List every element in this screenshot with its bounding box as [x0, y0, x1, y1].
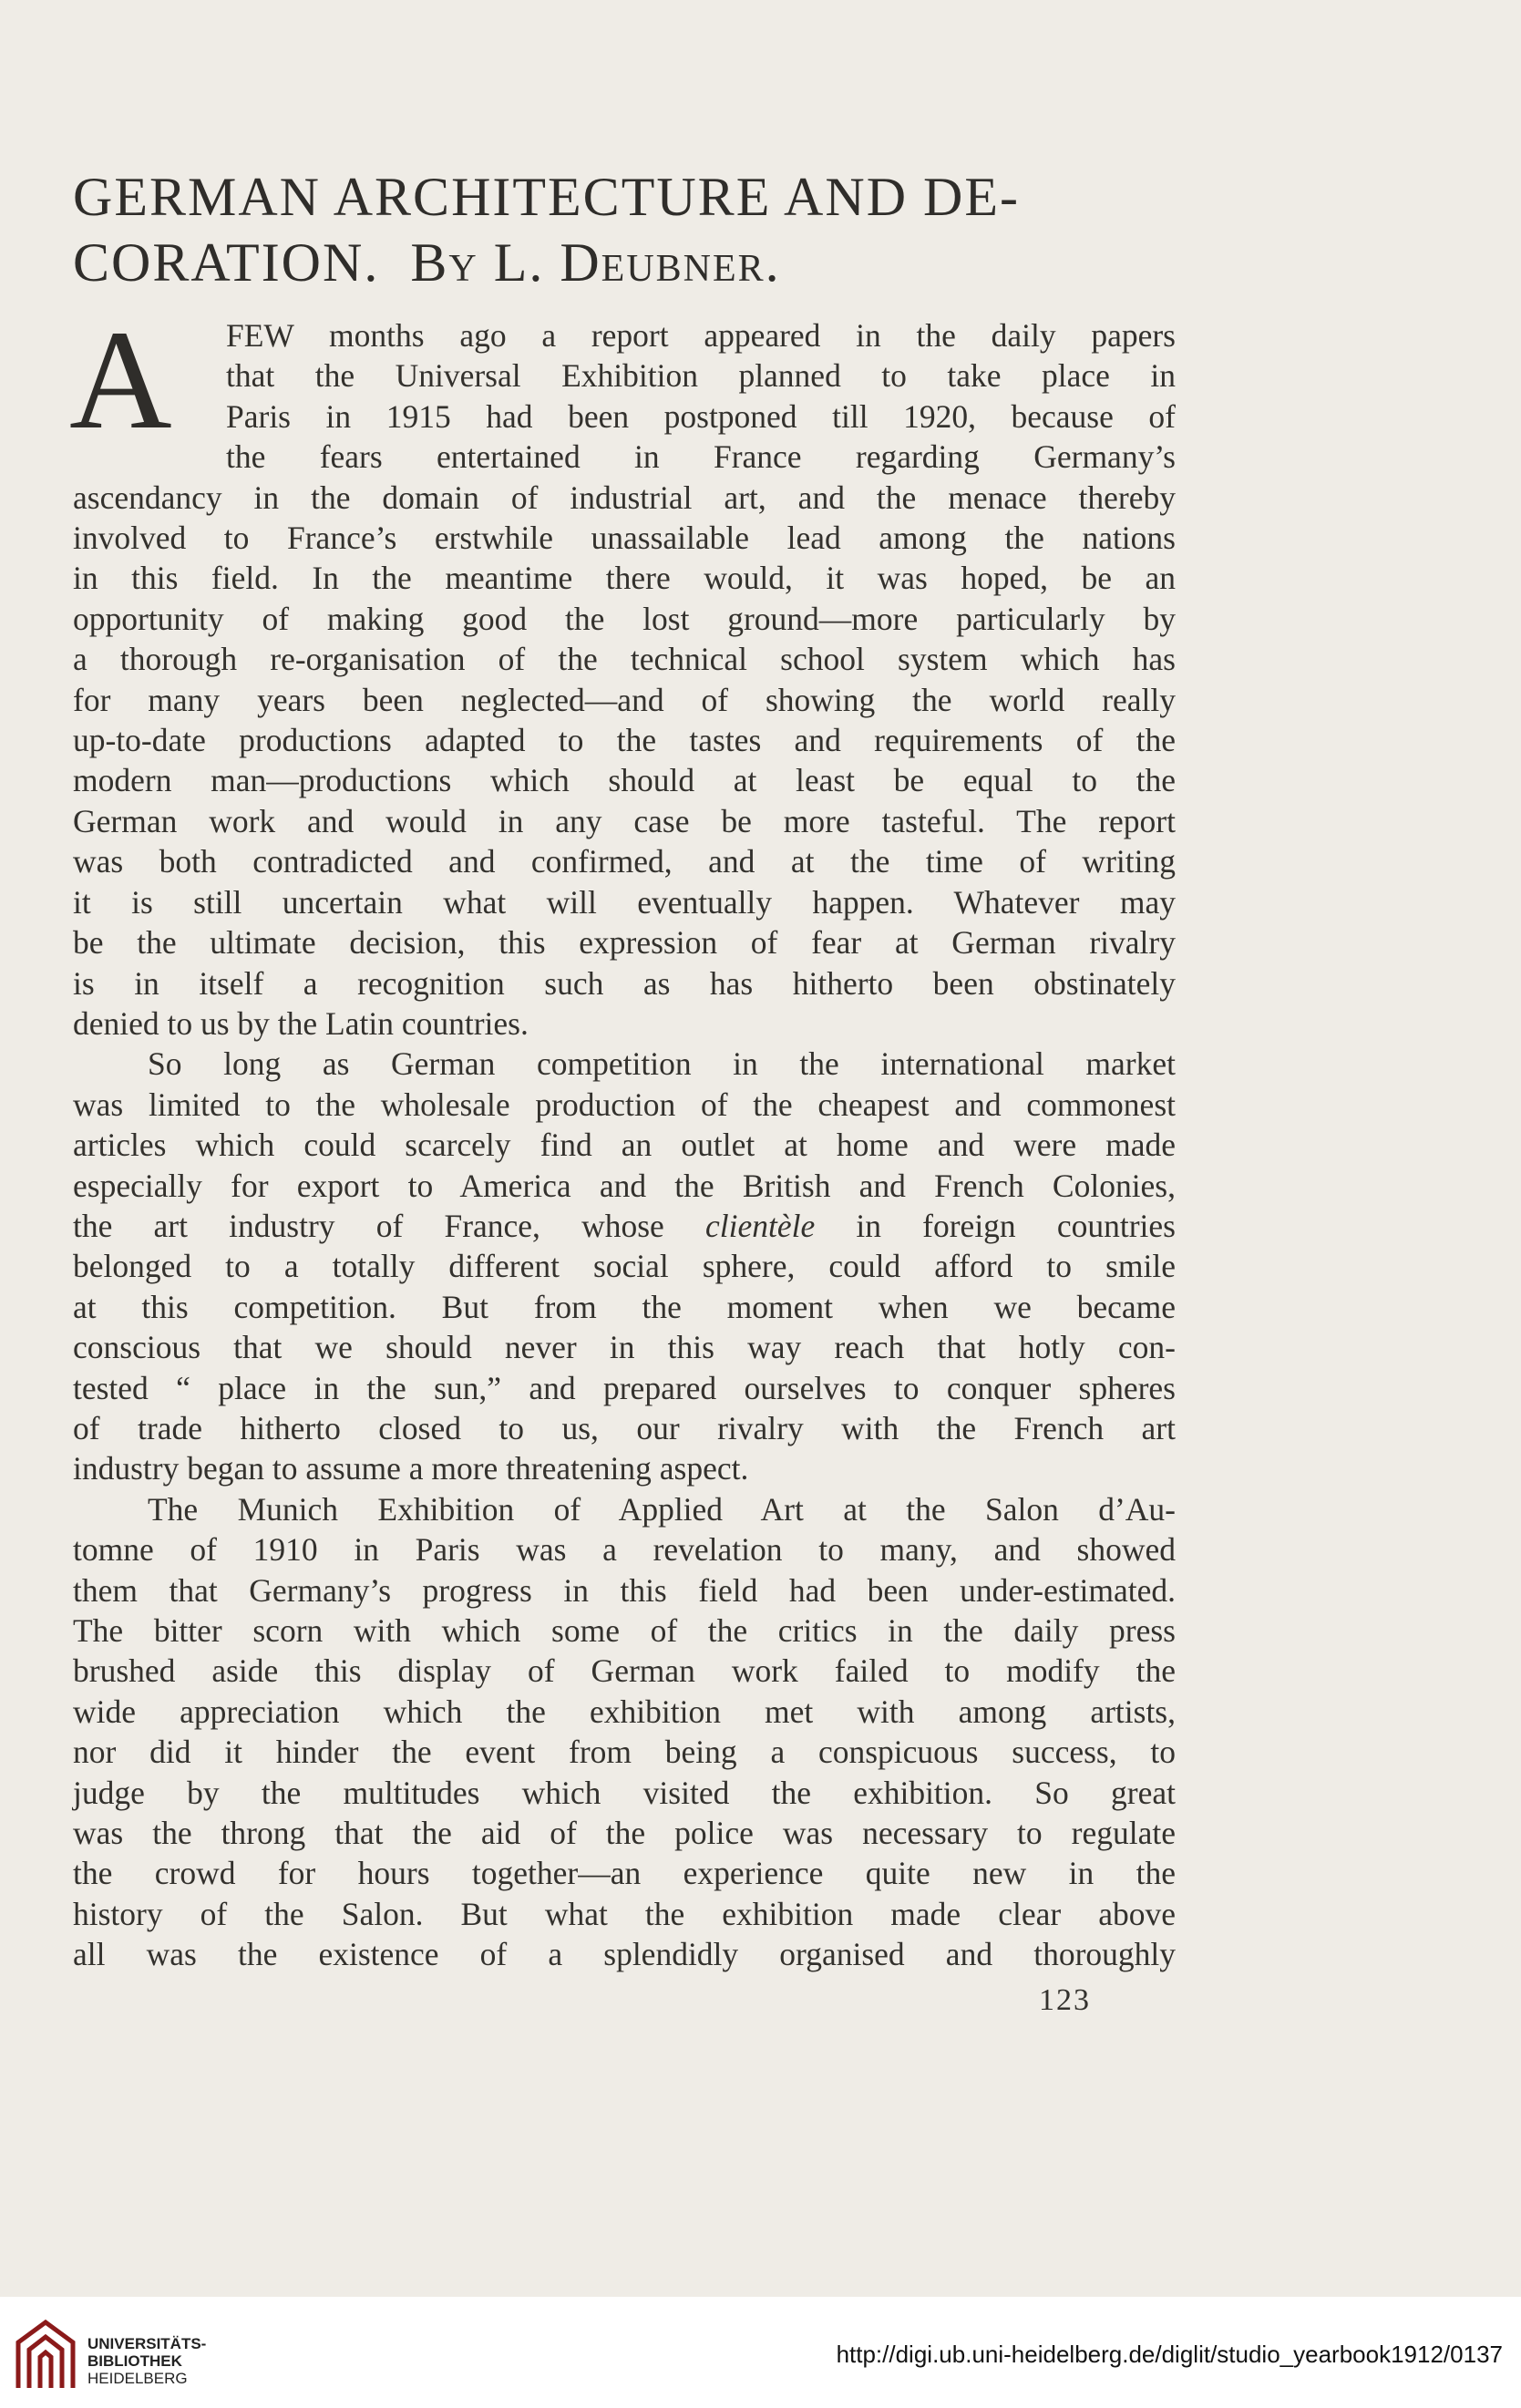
text-line: up-to-date productions adapted to the tastes and requirements of the	[73, 722, 1176, 759]
text-line: be the ultimate decision, this expression of fear at German rivalry	[73, 924, 1176, 962]
text-line: them that Germany’s progress in this field had been under-estimated.	[73, 1571, 1176, 1609]
text-line: the art industry of France, whose clientèle in foreign countries	[73, 1207, 1176, 1244]
text-line: Paris in 1915 had been postponed till 1920, because of	[226, 397, 1176, 435]
byline: By L. Deubner.	[410, 232, 781, 293]
text-line: the fears entertained in France regarding Germany’s	[226, 438, 1176, 476]
text-line: that the Universal Exhibition planned to take place in	[226, 357, 1176, 395]
text-line: was both contradicted and confirmed, and at the time of writing	[73, 843, 1176, 880]
text-line: denied to us by the Latin countries.	[73, 1004, 529, 1042]
text-line: the crowd for hours together—an experience quite new in the	[73, 1855, 1176, 1892]
text-line: modern man—productions which should at least be equal to the	[73, 762, 1176, 799]
text-line: tomne of 1910 in Paris was a revelation to many, and showed	[73, 1531, 1176, 1569]
text-line: brushed aside this display of German work failed to modify the	[73, 1652, 1176, 1690]
title-line-1: GERMAN ARCHITECTURE AND DE-	[73, 167, 1020, 227]
text-line: it is still uncertain what will eventually happen. Whatever may	[73, 883, 1176, 921]
text-line: belonged to a totally different social sphere, could afford to smile	[73, 1248, 1176, 1285]
text-line: for many years been neglected—and of showing the world really	[73, 681, 1176, 718]
title-line-2: CORATION.	[73, 232, 380, 293]
text-line: So long as German competition in the international market	[148, 1045, 1176, 1083]
text-line: in this field. In the meantime there would, it was hoped, be an	[73, 560, 1176, 597]
text-line: opportunity of making good the lost ground—more particularly by	[73, 600, 1176, 637]
source-url-link[interactable]: http://digi.ub.uni-heidelberg.de/diglit/studio_yearbook1912/0137	[836, 2341, 1503, 2368]
text-line: judge by the multitudes which visited the exhibition. So great	[73, 1774, 1176, 1811]
text-line: German work and would in any case be more tasteful. The report	[73, 802, 1176, 839]
text-line: all was the existence of a splendidly organised and thoroughly	[73, 1936, 1176, 1973]
text-line: conscious that we should never in this way reach that hotly con-	[73, 1329, 1176, 1366]
text-line: tested “ place in the sun,” and prepared ourselves to conquer spheres	[73, 1369, 1176, 1406]
text-line: articles which could scarcely find an outlet at home and were made	[73, 1127, 1176, 1164]
text-line: is in itself a recognition such as has hitherto been obstinately	[73, 964, 1176, 1002]
article-title	[73, 164, 1185, 295]
text-line: especially for export to America and the British and French Colonies,	[73, 1167, 1176, 1204]
text-line: nor did it hinder the event from being a conspicuous success, to	[73, 1734, 1176, 1771]
text-line: was limited to the wholesale production of the cheapest and commonest	[73, 1086, 1176, 1123]
text-line: The Munich Exhibition of Applied Art at the Salon d’Au-	[148, 1490, 1176, 1528]
text-line: of trade hitherto closed to us, our rivalry with the French art	[73, 1409, 1176, 1446]
text-line: involved to France’s erstwhile unassailable lead among the nations	[73, 520, 1176, 557]
text-line: industry began to assume a more threatening aspect.	[73, 1450, 749, 1487]
paragraph-3	[73, 1489, 1176, 1975]
text-line: was the throng that the aid of the police was necessary to regulate	[73, 1815, 1176, 1852]
text-line: wide appreciation which the exhibition met with among artists,	[73, 1693, 1176, 1730]
article-body	[69, 301, 1176, 1975]
text-line: The bitter scorn with which some of the critics in the daily press	[73, 1612, 1176, 1649]
text-line: at this competition. But from the moment when we became	[73, 1288, 1176, 1325]
text-line: history of the Salon. But what the exhibition made clear above	[73, 1895, 1176, 1932]
paragraph-2	[73, 1044, 1176, 1488]
page-number: 123	[1039, 1983, 1091, 2017]
paragraph-1	[69, 301, 1176, 1044]
text-line: a thorough re-organisation of the technical school system which has	[73, 641, 1176, 678]
text-line: FEW months ago a report appeared in the daily papers	[226, 317, 1176, 354]
text-line: ascendancy in the domain of industrial art, and the menace thereby	[73, 479, 1176, 516]
library-name: UNIVERSITÄTS- BIBLIOTHEK HEIDELBERG	[87, 2335, 207, 2387]
library-logo-icon	[11, 2306, 80, 2397]
footer-bar	[0, 2297, 1521, 2408]
drop-cap: A	[69, 301, 172, 458]
